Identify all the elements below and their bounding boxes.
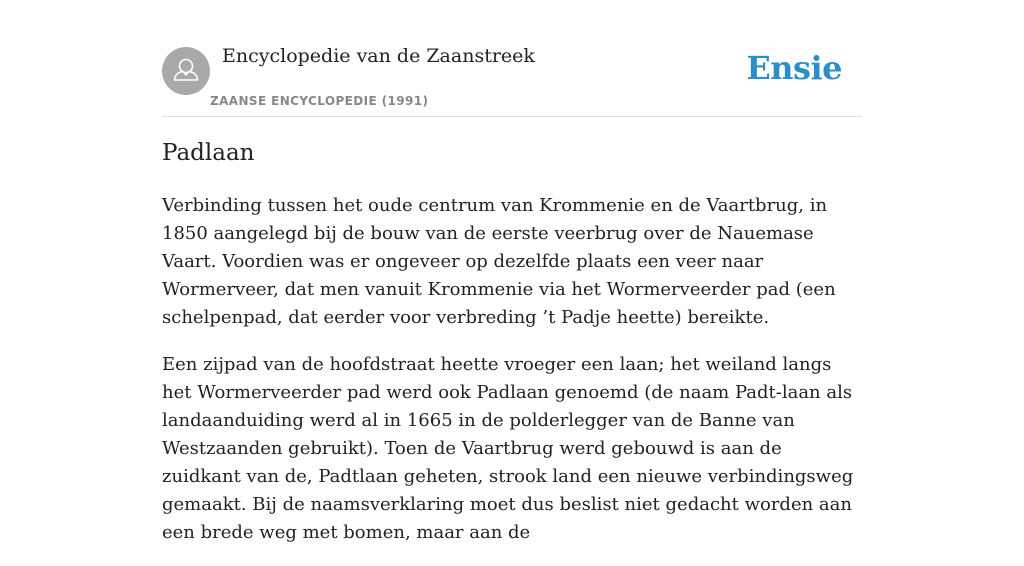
article-container (162, 0, 862, 543)
article-paragraph: Een zijpad van de hoofdstraat heette vroeger een laan; het weiland langs het Wormerveerder pad werd ook Padlaan genoemd (de naam Padt-laan als landaanduiding werd al in 1665 in de polderlegger van de Banne van Westzaanden gebruikt). Toen de Vaartbrug werd gebouwd is aan de zuidkant van de, Padtlaan geheten, strook land een nieuwe verbindingsweg gemaakt. Bij de naamsverklaring moet dus beslist niet gedacht worden aan een brede weg met bomen, maar aan de (162, 354, 854, 543)
article-paragraph: Verbinding tussen het oude centrum van Krommenie en de Vaartbrug, in 1850 aangelegd bij de bouw van de eerste veerbrug over de Nauemase Vaart. Voordien was er ongeveer op dezelfde plaats een veer naar Wormerveer, dat men vanuit Krommenie via het Wormerveerder pad (een schelpenpad, dat eerder voor verbreding ’t Padje heette) bereikte. (162, 195, 836, 328)
ensie-logo[interactable]: Ensie (746, 49, 842, 87)
source-title[interactable]: Encyclopedie van de Zaanstreek (222, 45, 535, 67)
article-body (162, 192, 862, 566)
user-icon (162, 47, 210, 95)
source-header (162, 0, 862, 117)
article-title: Padlaan (162, 140, 255, 166)
avatar[interactable] (162, 47, 210, 95)
source-subtitle[interactable]: ZAANSE ENCYCLOPEDIE (1991) (210, 94, 429, 108)
